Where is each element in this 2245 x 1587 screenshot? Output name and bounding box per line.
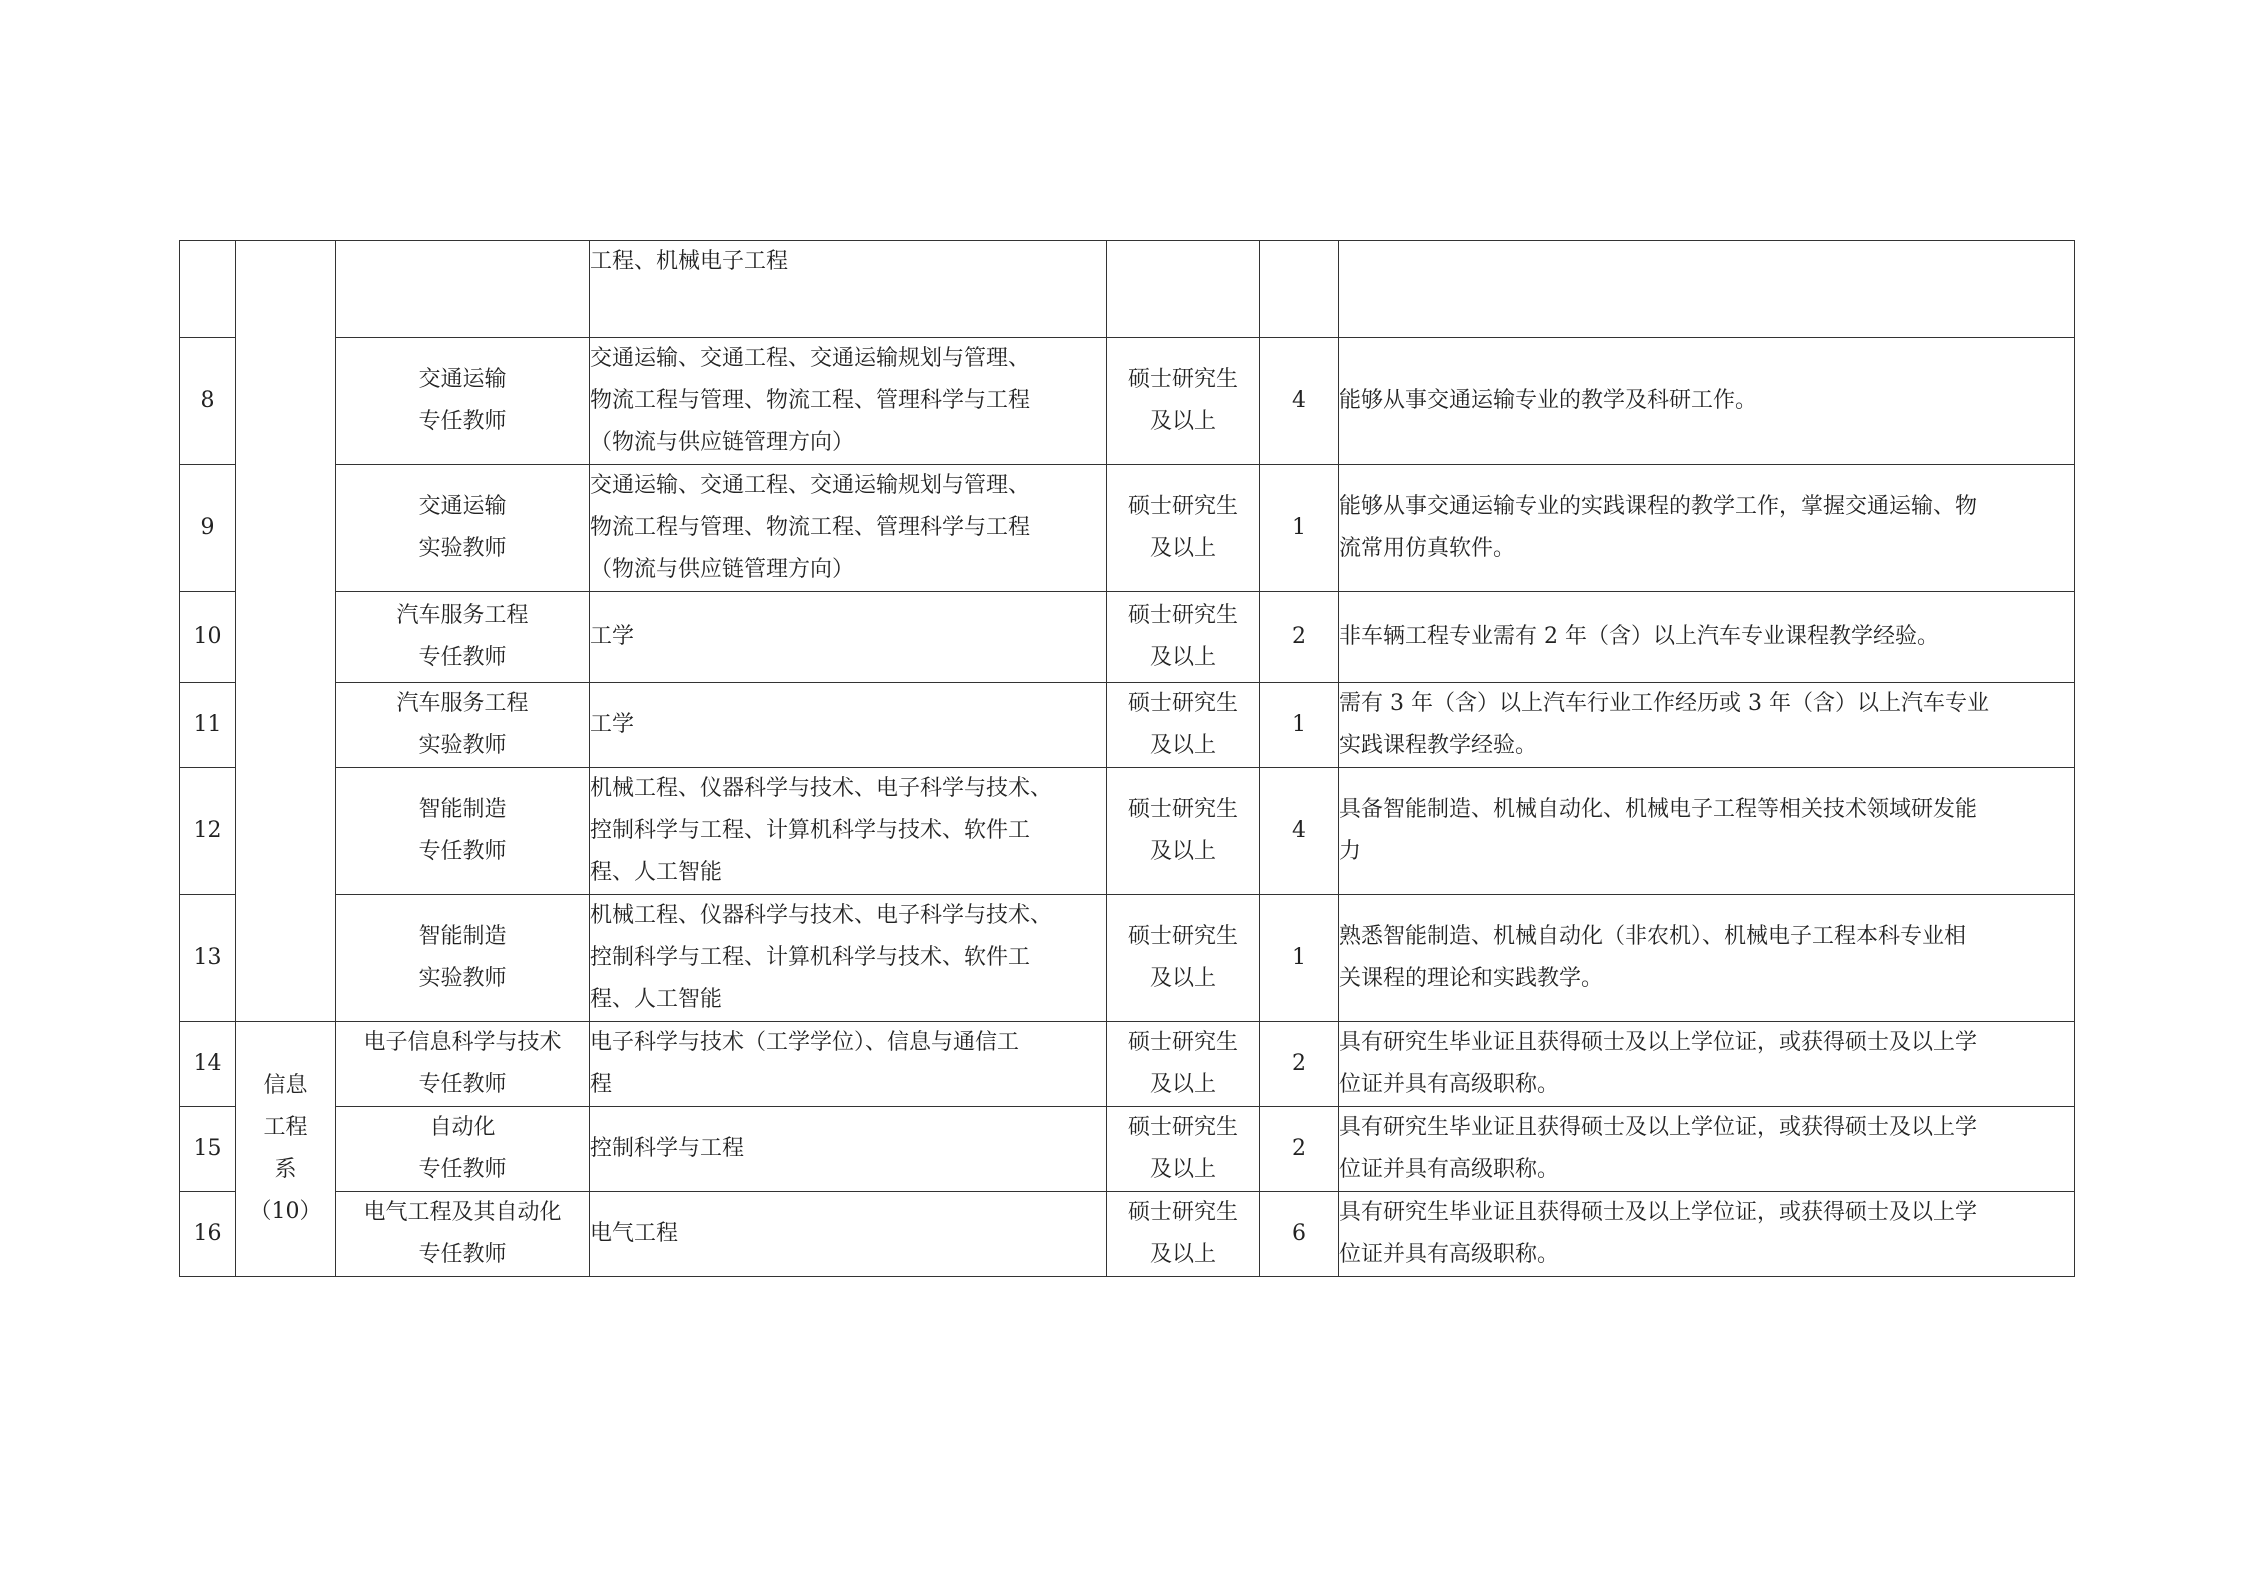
cell-education <box>1107 338 1260 465</box>
cell-education <box>1107 465 1260 592</box>
cell-count: 2 <box>1260 1107 1339 1192</box>
education-line: 及以上 <box>1149 1157 1216 1182</box>
cell-no-empty <box>180 241 236 338</box>
requirement-line: 位证并具有高级职称。 <box>1339 1072 1560 1097</box>
cell-major <box>590 895 1107 1022</box>
major-line: 物流工程与管理、物流工程、管理科学与工程 <box>590 388 1031 413</box>
education-line: 及以上 <box>1149 409 1216 434</box>
cell-requirement <box>1339 1107 2075 1192</box>
requirement-line: 位证并具有高级职称。 <box>1339 1157 1560 1182</box>
cell-education-empty <box>1107 241 1260 338</box>
position-line: 汽车服务工程 <box>396 691 529 716</box>
position-line: 实验教师 <box>418 966 507 991</box>
cell-major-continued <box>590 241 1107 338</box>
major-line: 程、人工智能 <box>590 987 723 1012</box>
major-line: 程、人工智能 <box>590 860 723 885</box>
position-line: 实验教师 <box>418 733 507 758</box>
cell-position <box>336 1022 590 1107</box>
major-line: 控制科学与工程 <box>590 1136 745 1161</box>
requirement-line: 能够从事交通运输专业的教学及科研工作。 <box>1339 388 1758 413</box>
education-line: 及以上 <box>1149 1242 1216 1267</box>
requirement-line: 力 <box>1339 839 1362 864</box>
cell-major <box>590 1192 1107 1277</box>
requirement-line: 具有研究生毕业证且获得硕士及以上学位证，或获得硕士及以上学 <box>1339 1030 1978 1055</box>
position-line: 专任教师 <box>418 1072 507 1097</box>
cell-position <box>336 895 590 1022</box>
cell-position-empty <box>336 241 590 338</box>
requirement-line: 能够从事交通运输专业的实践课程的教学工作，掌握交通运输、物 <box>1339 494 1978 519</box>
cell-count: 1 <box>1260 895 1339 1022</box>
cell-education <box>1107 1192 1260 1277</box>
cell-dept-info-engineering <box>236 1022 336 1277</box>
dept-name-line: 工程 <box>263 1115 308 1140</box>
requirement-line: 实践课程教学经验。 <box>1339 733 1538 758</box>
requirement-line: 具有研究生毕业证且获得硕士及以上学位证，或获得硕士及以上学 <box>1339 1200 1978 1225</box>
cell-education <box>1107 895 1260 1022</box>
table-row <box>180 683 2075 768</box>
table-row-continued <box>180 241 2075 338</box>
cell-position <box>336 683 590 768</box>
requirement-line: 具有研究生毕业证且获得硕士及以上学位证，或获得硕士及以上学 <box>1339 1115 1978 1140</box>
cell-requirement <box>1339 768 2075 895</box>
cell-requirement <box>1339 1192 2075 1277</box>
major-line: 机械工程、仪器科学与技术、电子科学与技术、 <box>590 776 1053 801</box>
requirement-line: 关课程的理论和实践教学。 <box>1339 966 1604 991</box>
major-line: 工学 <box>590 624 635 649</box>
table-row <box>180 1022 2075 1107</box>
major-line: 控制科学与工程、计算机科学与技术、软件工 <box>590 818 1031 843</box>
position-line: 电子信息科学与技术 <box>363 1030 562 1055</box>
position-line: 智能制造 <box>418 924 507 949</box>
cell-no: 15 <box>180 1107 236 1192</box>
cell-count: 1 <box>1260 683 1339 768</box>
cell-position <box>336 1107 590 1192</box>
cell-count-empty <box>1260 241 1339 338</box>
education-line: 硕士研究生 <box>1127 691 1238 716</box>
education-line: 及以上 <box>1149 733 1216 758</box>
cell-count: 4 <box>1260 338 1339 465</box>
cell-no: 10 <box>180 592 236 683</box>
major-line: 物流工程与管理、物流工程、管理科学与工程 <box>590 515 1031 540</box>
table-row <box>180 1192 2075 1277</box>
major-line: （物流与供应链管理方向） <box>590 557 855 582</box>
requirement-line: 位证并具有高级职称。 <box>1339 1242 1560 1267</box>
cell-count: 2 <box>1260 1022 1339 1107</box>
cell-no: 14 <box>180 1022 236 1107</box>
education-line: 及以上 <box>1149 645 1216 670</box>
cell-requirement <box>1339 1022 2075 1107</box>
cell-count: 1 <box>1260 465 1339 592</box>
position-line: 交通运输 <box>418 367 507 392</box>
education-line: 硕士研究生 <box>1127 1115 1238 1140</box>
position-line: 汽车服务工程 <box>396 603 529 628</box>
cell-requirement-empty <box>1339 241 2075 338</box>
position-line: 专任教师 <box>418 839 507 864</box>
cell-dept-continued <box>236 241 336 1022</box>
cell-requirement <box>1339 338 2075 465</box>
education-line: 硕士研究生 <box>1127 797 1238 822</box>
education-line: 及以上 <box>1149 839 1216 864</box>
requirement-line: 需有 3 年（含）以上汽车行业工作经历或 3 年（含）以上汽车专业 <box>1339 691 1989 716</box>
cell-no: 9 <box>180 465 236 592</box>
position-line: 智能制造 <box>418 797 507 822</box>
table-row <box>180 592 2075 683</box>
table-row <box>180 768 2075 895</box>
cell-education <box>1107 1022 1260 1107</box>
position-line: 交通运输 <box>418 494 507 519</box>
dept-name-line: 信息 <box>263 1073 308 1098</box>
cell-requirement <box>1339 895 2075 1022</box>
cell-education <box>1107 592 1260 683</box>
cell-major <box>590 465 1107 592</box>
education-line: 硕士研究生 <box>1127 924 1238 949</box>
education-line: 及以上 <box>1149 966 1216 991</box>
cell-major <box>590 683 1107 768</box>
major-line: 工学 <box>590 712 635 737</box>
cell-education <box>1107 768 1260 895</box>
dept-name-line: 系 <box>274 1157 297 1182</box>
requirement-line: 非车辆工程专业需有 2 年（含）以上汽车专业课程教学经验。 <box>1339 624 1939 649</box>
requirement-line: 熟悉智能制造、机械自动化（非农机）、机械电子工程本科专业相 <box>1339 924 1967 949</box>
education-line: 及以上 <box>1149 536 1216 561</box>
cell-major <box>590 592 1107 683</box>
cell-no: 16 <box>180 1192 236 1277</box>
major-line: 电子科学与技术（工学学位）、信息与通信工 <box>590 1030 1020 1055</box>
cell-count: 2 <box>1260 592 1339 683</box>
cell-position <box>336 592 590 683</box>
cell-position <box>336 1192 590 1277</box>
education-line: 硕士研究生 <box>1127 1200 1238 1225</box>
requirement-line: 具备智能制造、机械自动化、机械电子工程等相关技术领域研发能 <box>1339 797 1978 822</box>
cell-education <box>1107 1107 1260 1192</box>
table-row <box>180 895 2075 1022</box>
position-line: 专任教师 <box>418 1242 507 1267</box>
major-line: 控制科学与工程、计算机科学与技术、软件工 <box>590 945 1031 970</box>
position-line: 专任教师 <box>418 645 507 670</box>
cell-requirement <box>1339 683 2075 768</box>
cell-major <box>590 1107 1107 1192</box>
education-line: 硕士研究生 <box>1127 1030 1238 1055</box>
education-line: 硕士研究生 <box>1127 494 1238 519</box>
cell-count: 6 <box>1260 1192 1339 1277</box>
cell-position <box>336 768 590 895</box>
major-line: 机械工程、仪器科学与技术、电子科学与技术、 <box>590 903 1053 928</box>
position-line: 实验教师 <box>418 536 507 561</box>
cell-no: 13 <box>180 895 236 1022</box>
cell-major <box>590 338 1107 465</box>
cell-count: 4 <box>1260 768 1339 895</box>
cell-no: 11 <box>180 683 236 768</box>
major-line: 交通运输、交通工程、交通运输规划与管理、 <box>590 473 1031 498</box>
cell-major <box>590 1022 1107 1107</box>
table-row <box>180 465 2075 592</box>
education-line: 及以上 <box>1149 1072 1216 1097</box>
table-row <box>180 338 2075 465</box>
cell-position <box>336 465 590 592</box>
major-line: 程 <box>590 1072 613 1097</box>
position-line: 专任教师 <box>418 1157 507 1182</box>
position-line: 专任教师 <box>418 409 507 434</box>
major-line: 交通运输、交通工程、交通运输规划与管理、 <box>590 346 1031 371</box>
cell-no: 8 <box>180 338 236 465</box>
recruitment-table <box>179 240 2075 1277</box>
major-line: （物流与供应链管理方向） <box>590 430 855 455</box>
cell-education <box>1107 683 1260 768</box>
education-line: 硕士研究生 <box>1127 367 1238 392</box>
major-line: 电气工程 <box>590 1221 679 1246</box>
table-row <box>180 1107 2075 1192</box>
cell-position <box>336 338 590 465</box>
education-line: 硕士研究生 <box>1127 603 1238 628</box>
cell-requirement <box>1339 465 2075 592</box>
cell-major <box>590 768 1107 895</box>
cell-requirement <box>1339 592 2075 683</box>
position-line: 电气工程及其自动化 <box>363 1200 562 1225</box>
major-text: 工程、机械电子工程 <box>590 249 789 274</box>
requirement-line: 流常用仿真软件。 <box>1339 536 1516 561</box>
cell-no: 12 <box>180 768 236 895</box>
dept-name-line: （10） <box>249 1199 322 1224</box>
position-line: 自动化 <box>429 1115 496 1140</box>
